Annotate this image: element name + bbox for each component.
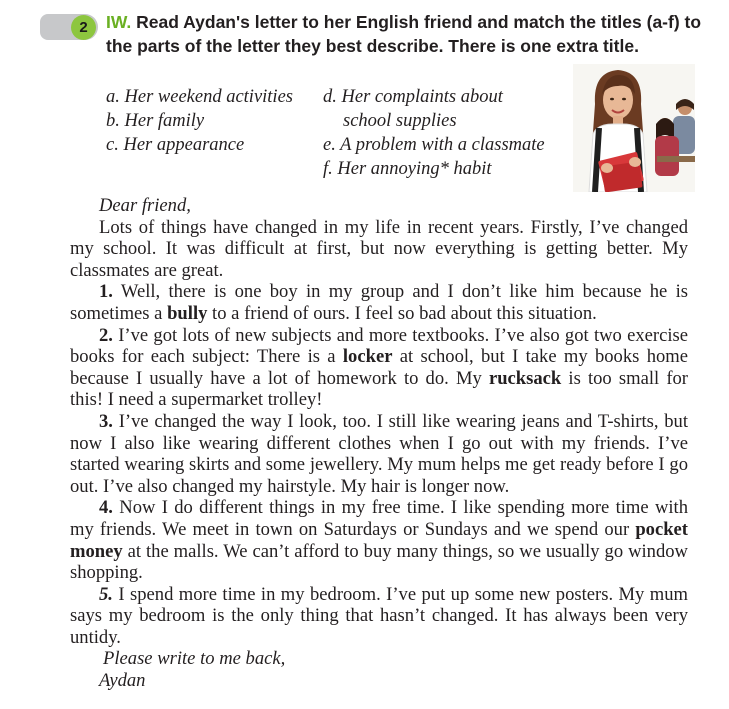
paragraph-text: is too small for this! I need a supermarket trolley!	[70, 367, 688, 411]
title-d: d. Her complaints about	[323, 87, 503, 107]
paragraph-number: 2.	[99, 324, 113, 346]
letter-paragraph-3	[70, 411, 688, 497]
letter-paragraph-2	[70, 325, 688, 411]
keyword-pocket-money: pocket money	[70, 518, 688, 562]
letter-closing: Please write to me back,	[103, 648, 286, 670]
exercise-number: 2	[71, 15, 96, 40]
paragraph-text: I’ve got lots of new subjects and more textbooks. I’ve also got two exercise books for each subject: There is a	[70, 324, 688, 368]
title-b: b. Her family	[106, 111, 205, 131]
paragraph-number: 4.	[99, 497, 113, 519]
paragraph-text: I’ve changed the way I look, too. I still like wearing jeans and T-shirts, but now I also like wearing different clothes when I go out with my friends. I’ve started wearing skirts and some jewellery. My mum helps me get ready before I go out. I’ve also changed my hairstyle. My hair is longer now.	[70, 410, 688, 497]
students-photo	[573, 64, 695, 192]
letter-signature: Aydan	[99, 670, 146, 692]
letter-paragraph-5	[70, 584, 688, 649]
letter-paragraph-4	[70, 497, 688, 583]
paragraph-number: 1.	[99, 281, 113, 303]
paragraph-text: Well, there is one boy in my group and I don’t like him because he is sometimes a	[70, 281, 688, 324]
title-f: f. Her annoying* habit	[323, 159, 492, 179]
keyword-rucksack: rucksack	[488, 367, 562, 389]
paragraph-text: at school, but I take my books home because I usually have a lot of homework to do. My	[70, 346, 689, 389]
letter-body	[70, 195, 688, 692]
title-d-continued: school supplies	[343, 111, 457, 131]
titles-column-left	[106, 85, 293, 157]
task-instruction	[106, 11, 706, 58]
letter-greeting: Dear friend,	[99, 195, 191, 216]
letter-intro: Lots of things have changed in my life in recent years. Firstly, I’ve changed my school. It was difficult at first, but now everything is getting better. My classmates are great.	[70, 216, 688, 281]
keyword-bully: bully	[167, 302, 208, 324]
paragraph-number: 5.	[99, 583, 113, 605]
keyword-locker: locker	[342, 346, 393, 368]
letter-paragraph-1	[70, 281, 688, 324]
paragraph-text: I spend more time in my bedroom. I’ve put up some new posters. My mum says my bedroom is the only thing that hasn’t changed. It has always been very untidy.	[70, 583, 688, 648]
iw-tag: IW.	[106, 12, 132, 32]
paragraph-text: to a friend of ours. I feel so bad about this situation.	[207, 302, 597, 324]
paragraph-text: Now I do different things in my free time. I like spending more time with my friends. We meet in town on Saturdays or Sundays and we spend our	[70, 497, 688, 540]
instruction-text: Read Aydan's letter to her English friend and match the titles (a-f) to the parts of the letter they best describe. There is one extra title.	[106, 12, 702, 56]
titles-column-right	[323, 85, 545, 181]
title-e: e. A problem with a classmate	[323, 135, 545, 155]
paragraph-text: at the malls. We can’t afford to buy many things, so we usually go window shopping.	[70, 540, 688, 584]
paragraph-number: 3.	[99, 410, 113, 432]
students-illustration	[573, 64, 695, 192]
title-c: c. Her appearance	[106, 135, 245, 155]
title-a: a. Her weekend activities	[106, 87, 293, 107]
